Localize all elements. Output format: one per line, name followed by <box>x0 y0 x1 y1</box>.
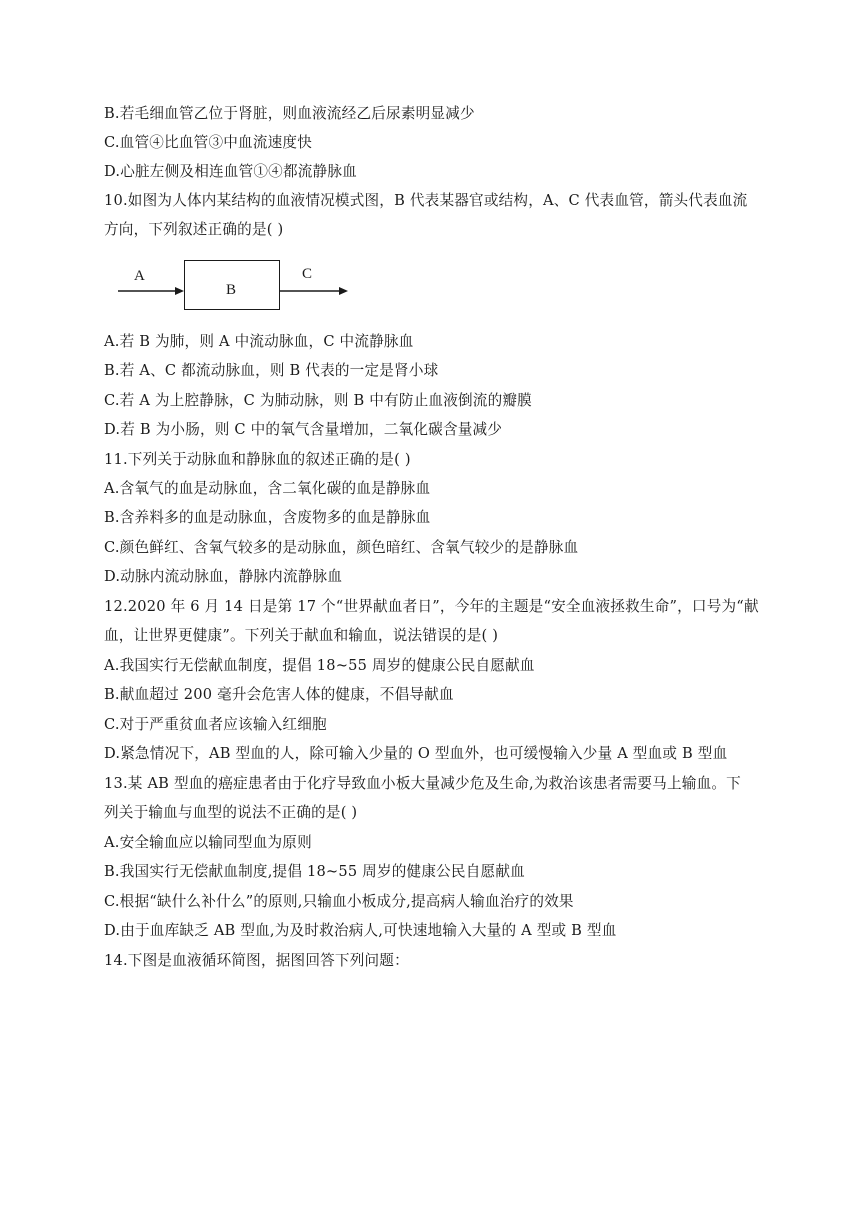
q11-option-c: C.颜色鲜红、含氧气较多的是动脉血，颜色暗红、含氧气较少的是静脉血 <box>104 539 579 556</box>
q9-option-c: C.血管④比血管③中血流速度快 <box>104 134 313 151</box>
q13-option-d: D.由于血库缺乏 AB 型血,为及时救治病人,可快速地输入大量的 A 型或 B 型血 <box>104 922 617 939</box>
inflow-arrow-head <box>175 287 184 295</box>
outflow-arrow-head <box>339 287 348 295</box>
q12-option-a: A.我国实行无偿献血制度，提倡 18~55 周岁的健康公民自愿献血 <box>104 657 535 674</box>
blood-flow-diagram <box>112 256 362 320</box>
q11-option-a: A.含氧气的血是动脉血，含二氧化碳的血是静脉血 <box>104 480 431 497</box>
q9-option-b: B.若毛细血管乙位于肾脏，则血液流经乙后尿素明显减少 <box>104 105 475 122</box>
q10-option-d: D.若 B 为小肠，则 C 中的氧气含量增加，二氧化碳含量减少 <box>104 421 503 438</box>
q10-stem-line-1: 10.如图为人体内某结构的血液情况模式图，B 代表某器官或结构，A、C 代表血管，箭头代表血流 <box>104 192 748 209</box>
vessel-c-label: C <box>302 266 313 282</box>
q11-stem: 11.下列关于动脉血和静脉血的叙述正确的是( ) <box>104 451 411 468</box>
q14-stem: 14.下图是血液循环简图，据图回答下列问题： <box>104 952 409 969</box>
q10-option-a: A.若 B 为肺，则 A 中流动脉血，C 中流静脉血 <box>104 333 414 350</box>
q13-stem-line-2: 列关于输血与血型的说法不正确的是( ) <box>104 804 358 821</box>
q10-option-b: B.若 A、C 都流动脉血，则 B 代表的一定是肾小球 <box>104 362 439 379</box>
q12-stem-line-2: 血，让世界更健康”。下列关于献血和输血，说法错误的是( ) <box>104 627 499 644</box>
q10-option-c: C.若 A 为上腔静脉，C 为肺动脉，则 B 中有防止血液倒流的瓣膜 <box>104 392 532 409</box>
q13-option-a: A.安全输血应以输同型血为原则 <box>104 834 312 851</box>
q13-stem-line-1: 13.某 AB 型血的癌症患者由于化疗导致血小板大量减少危及生命,为救治该患者需要马上输血。下 <box>104 775 741 792</box>
q12-option-b: B.献血超过 200 毫升会危害人体的健康，不倡导献血 <box>104 686 454 703</box>
vessel-a-label: A <box>134 268 145 284</box>
q12-option-d: D.紧急情况下，AB 型血的人，除可输入少量的 O 型血外，也可缓慢输入少量 A 型血或 B 型血 <box>104 745 728 762</box>
organ-b-label: B <box>226 282 237 298</box>
q9-option-d: D.心脏左侧及相连血管①④都流静脉血 <box>104 163 357 180</box>
q10-stem-line-2: 方向，下列叙述正确的是( ) <box>104 221 284 238</box>
q12-stem-line-1: 12.2020 年 6 月 14 日是第 17 个“世界献血者日”，今年的主题是“安全血液拯救生命”，口号为“献 <box>104 598 759 615</box>
q11-option-b: B.含养料多的血是动脉血，含废物多的血是静脉血 <box>104 509 431 526</box>
q11-option-d: D.动脉内流动脉血，静脉内流静脉血 <box>104 568 343 585</box>
q13-option-b: B.我国实行无偿献血制度,提倡 18~55 周岁的健康公民自愿献血 <box>104 863 525 880</box>
q12-option-c: C.对于严重贫血者应该输入红细胞 <box>104 716 327 733</box>
q13-option-c: C.根据“缺什么补什么”的原则,只输血小板成分,提高病人输血治疗的效果 <box>104 893 574 910</box>
